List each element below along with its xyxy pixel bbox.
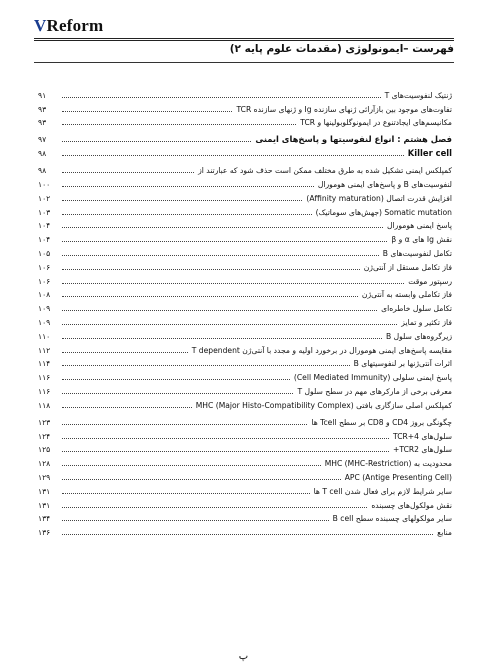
toc-entry[interactable] [38,441,452,455]
toc-entry[interactable] [38,114,452,128]
toc-entry[interactable] [38,355,452,369]
toc-entry-title: پاسخ ایمنی سلولی (Cell Mediated Immunity) [293,373,452,383]
toc-entry-page: ۱۳۱ [38,486,51,496]
dot-leader [62,465,321,466]
dot-leader [62,296,358,297]
toc-entry-page: ۱۲۳ [38,417,51,427]
toc-entry[interactable] [38,127,452,144]
dot-leader [62,520,329,521]
toc-entry-page: ۱۱۸ [38,400,51,410]
dot-leader [62,172,194,173]
toc-entry-page: ۱۱۲ [38,345,51,355]
dot-leader [62,424,307,425]
toc-entry[interactable] [38,313,452,327]
toc-entry-page: ۱۳۴ [38,514,51,524]
dot-leader [62,365,350,366]
toc-entry-title: Somatic mutation (جهش‌های سوماتیک) [315,207,452,217]
toc-entry-title: محدودیت به MHC (MHC-Restriction) [324,459,452,469]
toc-entry-title: سلول‌های TCR2+ [393,445,452,455]
toc-entry-title: سایر مولکولهای چسبنده سطح B cell [332,514,452,524]
dot-leader [62,269,360,270]
toc-entry-page: ۹۳ [38,118,47,128]
dot-leader [62,255,379,256]
toc-entry[interactable] [38,496,452,510]
toc-entry[interactable] [38,410,452,427]
dot-leader [62,493,310,494]
toc-entry-title: تفاوت‌های موجود بین بازآرائی ژنهای سازنده Ig و ژنهای سازنده TCR [236,104,452,114]
toc-entry[interactable] [38,341,452,355]
toc-entry-page: ۹۷ [38,135,47,145]
toc-entry[interactable] [38,217,452,231]
toc-entry[interactable] [38,510,452,524]
dot-leader [62,534,433,535]
toc-entry-page: ۱۰۸ [38,290,51,300]
toc-entry-title: APC (Antige Presenting Cell) [344,472,452,482]
toc-entry-page: ۱۱۴ [38,359,51,369]
dot-leader [62,227,383,228]
dot-leader [62,141,251,142]
dot-leader [62,241,387,242]
toc-entry[interactable] [38,368,452,382]
toc-entry-title: نقش مولکول‌های چسبنده [371,500,452,510]
toc-entry-page: ۱۳۱ [38,500,51,510]
toc-entry-title: فاز تکاملی وابسته به آنتی‌ژن [361,290,452,300]
toc-entry-title: سایر شرایط لازم برای فعال شدن T cell ها [313,486,452,496]
toc-entry-title: تکامل لنفوسیت‌های B [382,248,452,258]
toc-entry[interactable] [38,175,452,189]
toc-entry-title: نقش Ig های α و β [391,235,452,245]
toc-entry-title: چگونگی بروز CD4 و CD8 بر سطح Tcell ها [311,417,452,427]
dot-leader [62,124,296,125]
toc-entry-title: لنفوسیت‌های B و پاسخ‌های ایمنی هومورال [317,179,452,189]
dot-leader [62,507,367,508]
toc-entry-page: ۱۲۵ [38,445,51,455]
logo-prefix: V [34,16,47,35]
toc-entry-page: ۱۱۶ [38,373,51,383]
toc-entry-page: ۹۳ [38,104,47,114]
dot-leader [62,214,312,215]
toc-entry-page: ۱۲۸ [38,459,51,469]
toc-entry[interactable] [38,286,452,300]
toc-entry-title: فصل هشتم : انواع لنفوسیتها و پاسخ‌های ایمنی [255,134,452,145]
toc-entry[interactable] [38,100,452,114]
toc-entry-title: معرفی برخی از مارکرهای مهم در سطح سلول T [297,386,452,396]
page-number: پ [238,651,249,662]
toc-entry-title: مکانیسم‌های ایجادتنوع در ایمونوگلوبولینها و TCR [300,118,452,128]
toc-entry-title: Killer cell [407,148,452,159]
toc-entry-page: ۱۰۵ [38,248,51,258]
toc-entry-title: مقایسه پاسخ‌های ایمنی هومورال در برخورد اولیه و مجدد با آنتی‌ژن T dependent [191,345,452,355]
logo-text: Reform [46,16,104,35]
dot-leader [62,310,377,311]
toc-entry-page: ۱۱۰ [38,331,51,341]
toc-entry[interactable] [38,189,452,203]
toc-entry[interactable] [38,468,452,482]
toc-entry-title: پاسخ ایمنی هومورال [387,221,452,231]
toc-entry-page: ۱۲۹ [38,472,51,482]
toc-entry-page: ۱۰۳ [38,207,51,217]
toc-entry[interactable] [38,327,452,341]
dot-leader [62,155,404,156]
toc-entry-page: ۱۲۴ [38,431,51,441]
toc-entry-page: ۹۱ [38,90,47,100]
toc-entry-title: تکامل سلول خاطره‌ای [381,304,452,314]
dot-leader [62,97,381,98]
toc-entry[interactable] [38,244,452,258]
dot-leader [62,283,404,284]
toc-entry[interactable] [38,230,452,244]
dot-leader [62,451,389,452]
dot-leader [62,324,397,325]
toc-entry[interactable] [38,523,452,537]
toc-entry-title: سلول‌های TCR+4 [393,431,452,441]
page-title: فهرست –ایمونولوژی (مقدمات علوم پایه ۲) [229,43,454,55]
toc-entry[interactable] [38,86,452,100]
dot-leader [62,407,192,408]
toc-entry-page: ۱۰۲ [38,193,51,203]
toc-entry-page: ۱۰۰ [38,179,51,189]
logo [34,16,103,36]
toc-entry-title: فاز تکثیر و تمایز [401,317,452,327]
dot-leader [62,393,293,394]
header-rule [34,38,454,41]
toc-entry[interactable] [38,482,452,496]
dot-leader [62,200,302,201]
dot-leader [62,111,232,112]
toc-entry-page: ۱۳۶ [38,528,51,538]
toc-entry-title: زیرگروه‌های سلول B [385,331,452,341]
toc-entry-page: ۱۰۶ [38,276,51,286]
toc-entry-page: ۹۸ [38,149,47,159]
toc-entry-page: ۹۸ [38,166,47,176]
toc-entry[interactable] [38,396,452,410]
dot-leader [62,338,382,339]
dot-leader [62,379,290,380]
toc-entry[interactable] [38,158,452,175]
toc-entry-title: فاز تکامل مستقل از آنتی‌ژن [363,262,452,272]
toc-entry-title: اثرات آنتی‌ژنها بر لنفوسیتهای B [353,359,452,369]
toc-entry[interactable] [38,203,452,217]
toc-entry-page: ۱۰۹ [38,317,51,327]
toc-entry-title: ژنتیک لنفوسیت‌های T [384,90,452,100]
dot-leader [62,186,314,187]
toc-entry[interactable] [38,144,452,158]
toc-entry[interactable] [38,454,452,468]
toc-entry-title: کمپلکس اصلی سازگاری بافتی (Major Histo-Compatibility Complex) MHC [195,400,452,410]
toc-entry-title: منابع [437,528,452,538]
toc-entry-title: رسپتور موقت [408,276,452,286]
toc-entry-title: کمپلکس ایمنی تشکیل شده به طرق مختلف ممکن است حذف شود که عبارتند از [198,166,452,176]
toc-entry-page: ۱۱۶ [38,386,51,396]
dot-leader [62,352,188,353]
dot-leader [62,438,389,439]
toc-entry-title: افزایش قدرت اتصال (Affinity maturation) [306,193,452,203]
toc-entry-page: ۱۰۶ [38,262,51,272]
toc-entry[interactable] [38,258,452,272]
header-underline [34,62,454,63]
toc-entry[interactable] [38,427,452,441]
toc-entry-page: ۱۰۴ [38,235,51,245]
toc-entry[interactable] [38,382,452,396]
dot-leader [62,479,341,480]
toc-entry[interactable] [38,299,452,313]
table-of-contents [38,86,452,537]
toc-entry-page: ۱۰۹ [38,304,51,314]
toc-entry-page: ۱۰۴ [38,221,51,231]
toc-entry[interactable] [38,272,452,286]
